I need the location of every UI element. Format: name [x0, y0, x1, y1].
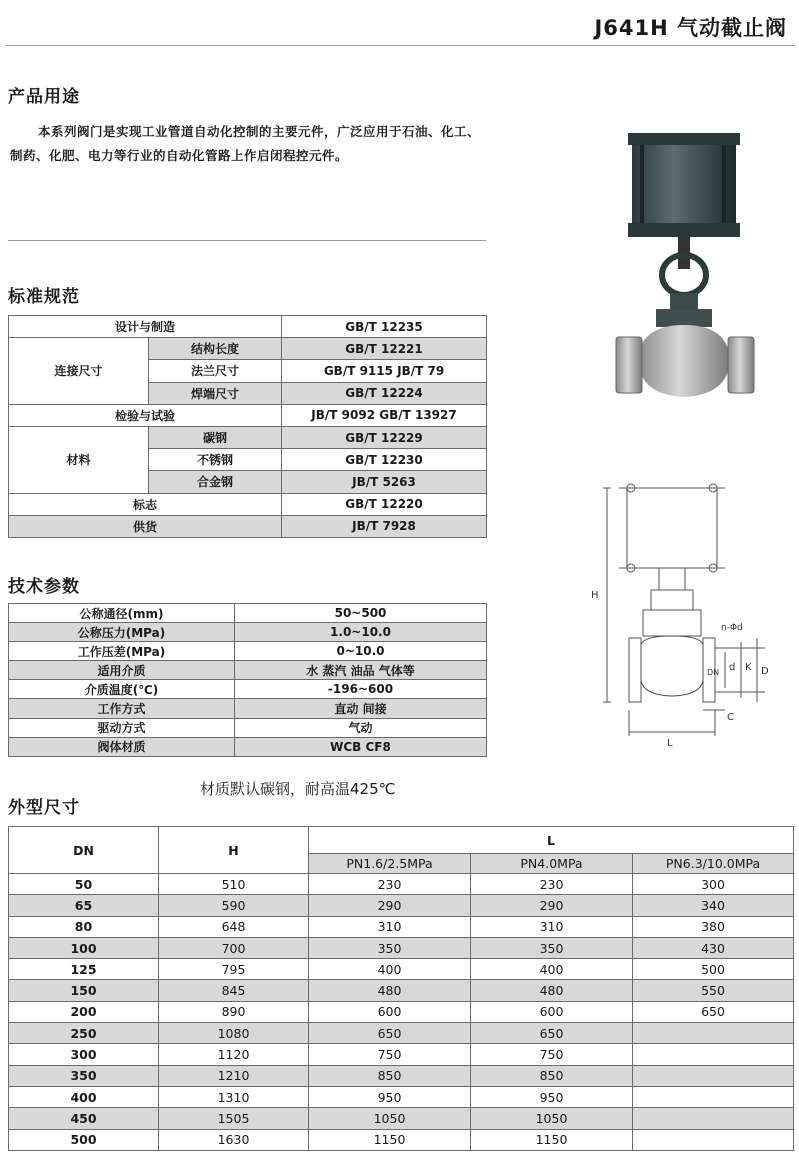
table-row	[9, 426, 487, 448]
std-label-connection: 连接尺寸	[9, 338, 149, 405]
table-row	[9, 604, 487, 623]
cell-h: 510	[159, 874, 309, 895]
cell-l: 290	[471, 895, 633, 916]
table-row	[9, 718, 487, 737]
cell-h: 1210	[159, 1065, 309, 1086]
purpose-text: 本系列阀门是实现工业管道自动化控制的主要元件，广泛应用于石油、化工、制药、化肥、电力等行业的自动化管路上作启闭程控元件。	[10, 124, 481, 163]
cell-l: 550	[633, 980, 794, 1001]
table-row	[9, 737, 487, 756]
cell-l: 650	[471, 1023, 633, 1044]
cell-dn: 50	[9, 874, 159, 895]
param-label: 阀体材质	[9, 737, 235, 756]
drawing-label-nd: n-Φd	[721, 623, 743, 633]
table-row	[9, 1086, 794, 1107]
std-label-flange: 法兰尺寸	[149, 360, 282, 382]
table-row	[9, 1108, 794, 1129]
cell-l: 850	[471, 1065, 633, 1086]
purpose-heading: 产品用途	[8, 87, 80, 107]
cell-l: 480	[471, 980, 633, 1001]
cell-l: 1050	[309, 1108, 471, 1129]
std-value-alloy: JB/T 5263	[282, 471, 487, 493]
std-label-carbon: 碳钢	[149, 426, 282, 448]
cell-h: 795	[159, 959, 309, 980]
param-label: 公称压力(MPa)	[9, 623, 235, 642]
cell-l: 650	[309, 1023, 471, 1044]
cell-l: 340	[633, 895, 794, 916]
std-label-supply: 供货	[9, 515, 282, 537]
cell-l: 350	[309, 937, 471, 958]
drawing-label-d-small: d	[729, 662, 736, 673]
table-row	[9, 937, 794, 958]
std-label-inspection: 检验与试验	[9, 404, 282, 426]
table-row	[9, 980, 794, 1001]
drawing-label-k: K	[745, 662, 752, 673]
cell-l: 850	[309, 1065, 471, 1086]
std-value-stainless: GB/T 12230	[282, 449, 487, 471]
table-row	[9, 895, 794, 916]
table-row	[9, 680, 487, 699]
table-row	[9, 699, 487, 718]
header-divider	[6, 45, 795, 46]
cell-l	[633, 1129, 794, 1150]
table-row	[9, 1129, 794, 1150]
drawing-label-c: C	[727, 712, 734, 723]
cell-l: 300	[633, 874, 794, 895]
cell-dn: 125	[9, 959, 159, 980]
cell-l: 1050	[471, 1108, 633, 1129]
standards-heading: 标准规范	[8, 287, 80, 307]
param-value: 气动	[235, 718, 487, 737]
param-label: 介质温度(℃)	[9, 680, 235, 699]
cell-l: 400	[309, 959, 471, 980]
cell-l: 380	[633, 916, 794, 937]
table-header-row	[9, 827, 794, 854]
cell-l: 310	[471, 916, 633, 937]
table-row	[9, 623, 487, 642]
table-row	[9, 916, 794, 937]
std-label-weld: 焊端尺寸	[149, 382, 282, 404]
cell-dn: 350	[9, 1065, 159, 1086]
std-value-supply: JB/T 7928	[282, 515, 487, 537]
drawing-label-d: D	[761, 666, 769, 677]
table-row	[9, 1065, 794, 1086]
parameters-table	[8, 603, 487, 757]
std-value-inspection: JB/T 9092 GB/T 13927	[282, 404, 487, 426]
cell-l: 480	[309, 980, 471, 1001]
cell-l: 1150	[309, 1129, 471, 1150]
table-row	[9, 338, 487, 360]
param-value: 水 蒸汽 油品 气体等	[235, 661, 487, 680]
table-row	[9, 515, 487, 537]
page-title: J641H 气动截止阀	[594, 16, 787, 40]
standards-table	[8, 315, 487, 538]
col-header-pn3: PN6.3/10.0MPa	[633, 854, 794, 874]
valve-product-image	[610, 125, 760, 435]
table-row	[9, 316, 487, 338]
cell-h: 1505	[159, 1108, 309, 1129]
cell-h: 700	[159, 937, 309, 958]
cell-h: 890	[159, 1001, 309, 1022]
param-label: 工作方式	[9, 699, 235, 718]
cell-dn: 200	[9, 1001, 159, 1022]
std-label-marking: 标志	[9, 493, 282, 515]
std-value-structure: GB/T 12221	[282, 338, 487, 360]
col-header-pn1: PN1.6/2.5MPa	[309, 854, 471, 874]
std-value-design: GB/T 12235	[282, 316, 487, 338]
std-value-carbon: GB/T 12229	[282, 426, 487, 448]
param-value: 50~500	[235, 604, 487, 623]
drawing-label-l: L	[667, 738, 673, 749]
cell-l	[633, 1086, 794, 1107]
cell-l: 310	[309, 916, 471, 937]
param-value: -196~600	[235, 680, 487, 699]
param-value: 1.0~10.0	[235, 623, 487, 642]
cell-l: 290	[309, 895, 471, 916]
std-value-weld: GB/T 12224	[282, 382, 487, 404]
cell-h: 648	[159, 916, 309, 937]
table-row	[9, 642, 487, 661]
table-row	[9, 661, 487, 680]
table-row	[9, 1044, 794, 1065]
col-header-dn: DN	[9, 827, 159, 874]
table-row	[9, 404, 487, 426]
cell-dn: 80	[9, 916, 159, 937]
col-header-pn2: PN4.0MPa	[471, 854, 633, 874]
cell-dn: 400	[9, 1086, 159, 1107]
param-label: 公称通径(mm)	[9, 604, 235, 623]
cell-h: 1080	[159, 1023, 309, 1044]
std-label-structure: 结构长度	[149, 338, 282, 360]
cell-l: 500	[633, 959, 794, 980]
cell-l	[633, 1108, 794, 1129]
cell-l: 600	[309, 1001, 471, 1022]
cell-l: 600	[471, 1001, 633, 1022]
valve-dimension-drawing	[585, 470, 795, 755]
drawing-label-dn: DN	[707, 668, 720, 677]
cell-l: 750	[471, 1044, 633, 1065]
cell-h: 590	[159, 895, 309, 916]
cell-l: 230	[309, 874, 471, 895]
cell-dn: 250	[9, 1023, 159, 1044]
std-value-marking: GB/T 12220	[282, 493, 487, 515]
col-header-h: H	[159, 827, 309, 874]
cell-l: 750	[309, 1044, 471, 1065]
cell-dn: 300	[9, 1044, 159, 1065]
cell-h: 1120	[159, 1044, 309, 1065]
table-row	[9, 874, 794, 895]
material-note: 材质默认碳钢，耐高温425℃	[200, 780, 396, 798]
cell-l: 400	[471, 959, 633, 980]
cell-l	[633, 1065, 794, 1086]
param-value: 直动 间接	[235, 699, 487, 718]
table-row	[9, 493, 487, 515]
cell-dn: 150	[9, 980, 159, 1001]
cell-h: 845	[159, 980, 309, 1001]
cell-l: 650	[633, 1001, 794, 1022]
param-label: 工作压差(MPa)	[9, 642, 235, 661]
col-header-l: L	[309, 827, 794, 854]
param-label: 适用介质	[9, 661, 235, 680]
table-row	[9, 1001, 794, 1022]
dimensions-table	[8, 826, 794, 1151]
cell-l: 230	[471, 874, 633, 895]
cell-l: 350	[471, 937, 633, 958]
parameters-heading: 技术参数	[8, 577, 80, 597]
cell-l	[633, 1023, 794, 1044]
cell-dn: 100	[9, 937, 159, 958]
cell-dn: 500	[9, 1129, 159, 1150]
drawing-label-h: H	[591, 590, 599, 601]
std-label-stainless: 不锈钢	[149, 449, 282, 471]
cell-h: 1630	[159, 1129, 309, 1150]
cell-l: 1150	[471, 1129, 633, 1150]
cell-l: 430	[633, 937, 794, 958]
param-label: 驱动方式	[9, 718, 235, 737]
cell-l	[633, 1044, 794, 1065]
std-label-alloy: 合金钢	[149, 471, 282, 493]
table-row	[9, 1023, 794, 1044]
cell-h: 1310	[159, 1086, 309, 1107]
std-label-material: 材料	[9, 426, 149, 493]
cell-l: 950	[309, 1086, 471, 1107]
dimensions-heading: 外型尺寸	[8, 798, 80, 818]
cell-l: 950	[471, 1086, 633, 1107]
param-value: 0~10.0	[235, 642, 487, 661]
std-label-design: 设计与制造	[9, 316, 282, 338]
param-value: WCB CF8	[235, 737, 487, 756]
cell-dn: 65	[9, 895, 159, 916]
table-row	[9, 959, 794, 980]
std-value-flange: GB/T 9115 JB/T 79	[282, 360, 487, 382]
section-divider	[8, 240, 486, 241]
cell-dn: 450	[9, 1108, 159, 1129]
